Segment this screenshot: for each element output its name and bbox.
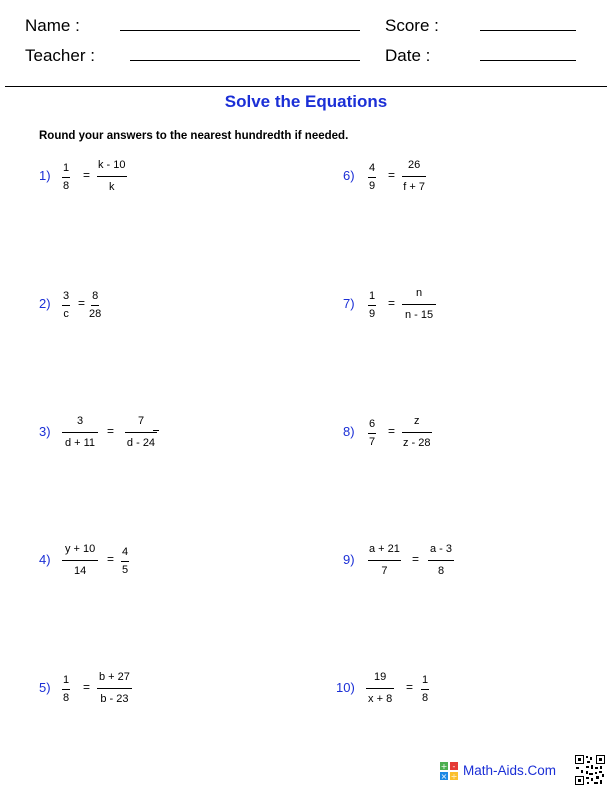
lhs-fraction [62,290,70,321]
denominator: k [109,181,115,193]
name-line[interactable] [120,30,360,31]
problem-number: 1) [39,168,51,183]
denominator: n - 15 [404,309,434,321]
numerator: 4 [368,162,376,178]
qr-code-icon [574,754,606,786]
name-label: Name : [25,16,80,35]
numerator: b + 27 [97,671,132,689]
lhs-fraction [368,162,376,193]
lhs-fraction [62,543,98,578]
numerator: n [402,287,436,305]
lhs-fraction [366,671,394,706]
denominator: d - 24 [126,437,156,449]
problem-number: 3) [39,424,51,439]
rhs-fraction [121,546,129,577]
numerator: 4 [121,546,129,562]
denominator: 7 [369,436,376,448]
numerator: 6 [368,418,376,434]
teacher-label: Teacher : [25,46,95,65]
rhs-fraction [402,415,432,450]
equals-sign: = [388,168,396,182]
rhs-fraction [402,159,426,194]
equals-sign: = [406,680,414,694]
denominator: x + 8 [368,693,393,705]
denominator: c [63,308,69,320]
rhs-fraction [421,674,429,705]
date-label: Date : [385,46,431,65]
numerator: 8 [91,290,99,306]
equals-sign: = [412,552,420,566]
denominator: z - 28 [402,437,431,449]
instructions: Round your answers to the nearest hundredth if needed. [39,130,349,142]
svg-text:-: - [452,762,456,771]
numerator: 3 [62,415,98,433]
rhs-fraction [97,159,127,194]
equals-sign: = [388,296,396,310]
numerator: 19 [366,671,394,689]
teacher-line[interactable] [130,60,360,61]
equals-sign: = [83,680,91,694]
header-divider [5,86,607,87]
lhs-fraction [368,543,401,578]
rhs-fraction [125,415,157,450]
denominator: 14 [74,565,87,577]
numerator: a + 21 [368,543,401,561]
numerator: z [402,415,432,433]
problem-number: 7) [343,296,355,311]
denominator: 9 [369,308,376,320]
problem-number: 10) [336,680,355,695]
problem-number: 2) [39,296,51,311]
denominator: 9 [369,180,376,192]
problem-number: 4) [39,552,51,567]
numerator: a - 3 [428,543,454,561]
denominator: 8 [422,692,429,704]
denominator: 7 [381,565,388,577]
svg-text:÷: ÷ [450,772,458,780]
equals-sign: = [107,424,115,438]
numerator: 1 [62,674,70,690]
denominator: 8 [63,180,70,192]
numerator: 1 [368,290,376,306]
problem-number: 6) [343,168,355,183]
numerator: 1 [62,162,70,178]
numerator: 26 [402,159,426,177]
problem-number: 9) [343,552,355,567]
numerator: 7 [125,415,157,433]
lhs-fraction [62,162,70,193]
problem-number: 8) [343,424,355,439]
date-line[interactable] [480,60,576,61]
numerator: k - 10 [97,159,127,177]
numerator: y + 10 [62,543,98,561]
problem-number: 5) [39,680,51,695]
denominator: 5 [122,564,129,576]
lhs-fraction [62,415,98,450]
score-label: Score : [385,16,439,35]
rhs-fraction [428,543,454,578]
denominator: d + 11 [64,437,96,449]
lhs-fraction [368,290,376,321]
numerator: 1 [421,674,429,690]
page-title: Solve the Equations [224,92,388,111]
rhs-fraction [402,287,436,322]
svg-text:+: + [440,762,448,771]
rhs-fraction [89,290,101,321]
lhs-fraction [368,418,376,449]
denominator: b - 23 [100,693,129,705]
equals-sign: = [388,424,396,438]
calculator-icon [440,762,458,780]
stray-tick [153,430,159,431]
score-line[interactable] [480,30,576,31]
equals-sign: = [78,296,86,310]
lhs-fraction [62,674,70,705]
numerator: 3 [62,290,70,306]
svg-text:×: × [440,772,448,780]
denominator: f + 7 [403,181,425,193]
site-logo-text[interactable]: Math-Aids.Com [463,763,557,778]
rhs-fraction [97,671,132,706]
denominator: 8 [437,565,445,577]
equals-sign: = [107,552,115,566]
equals-sign: = [83,168,91,182]
denominator: 8 [63,692,70,704]
denominator: 28 [89,308,102,320]
